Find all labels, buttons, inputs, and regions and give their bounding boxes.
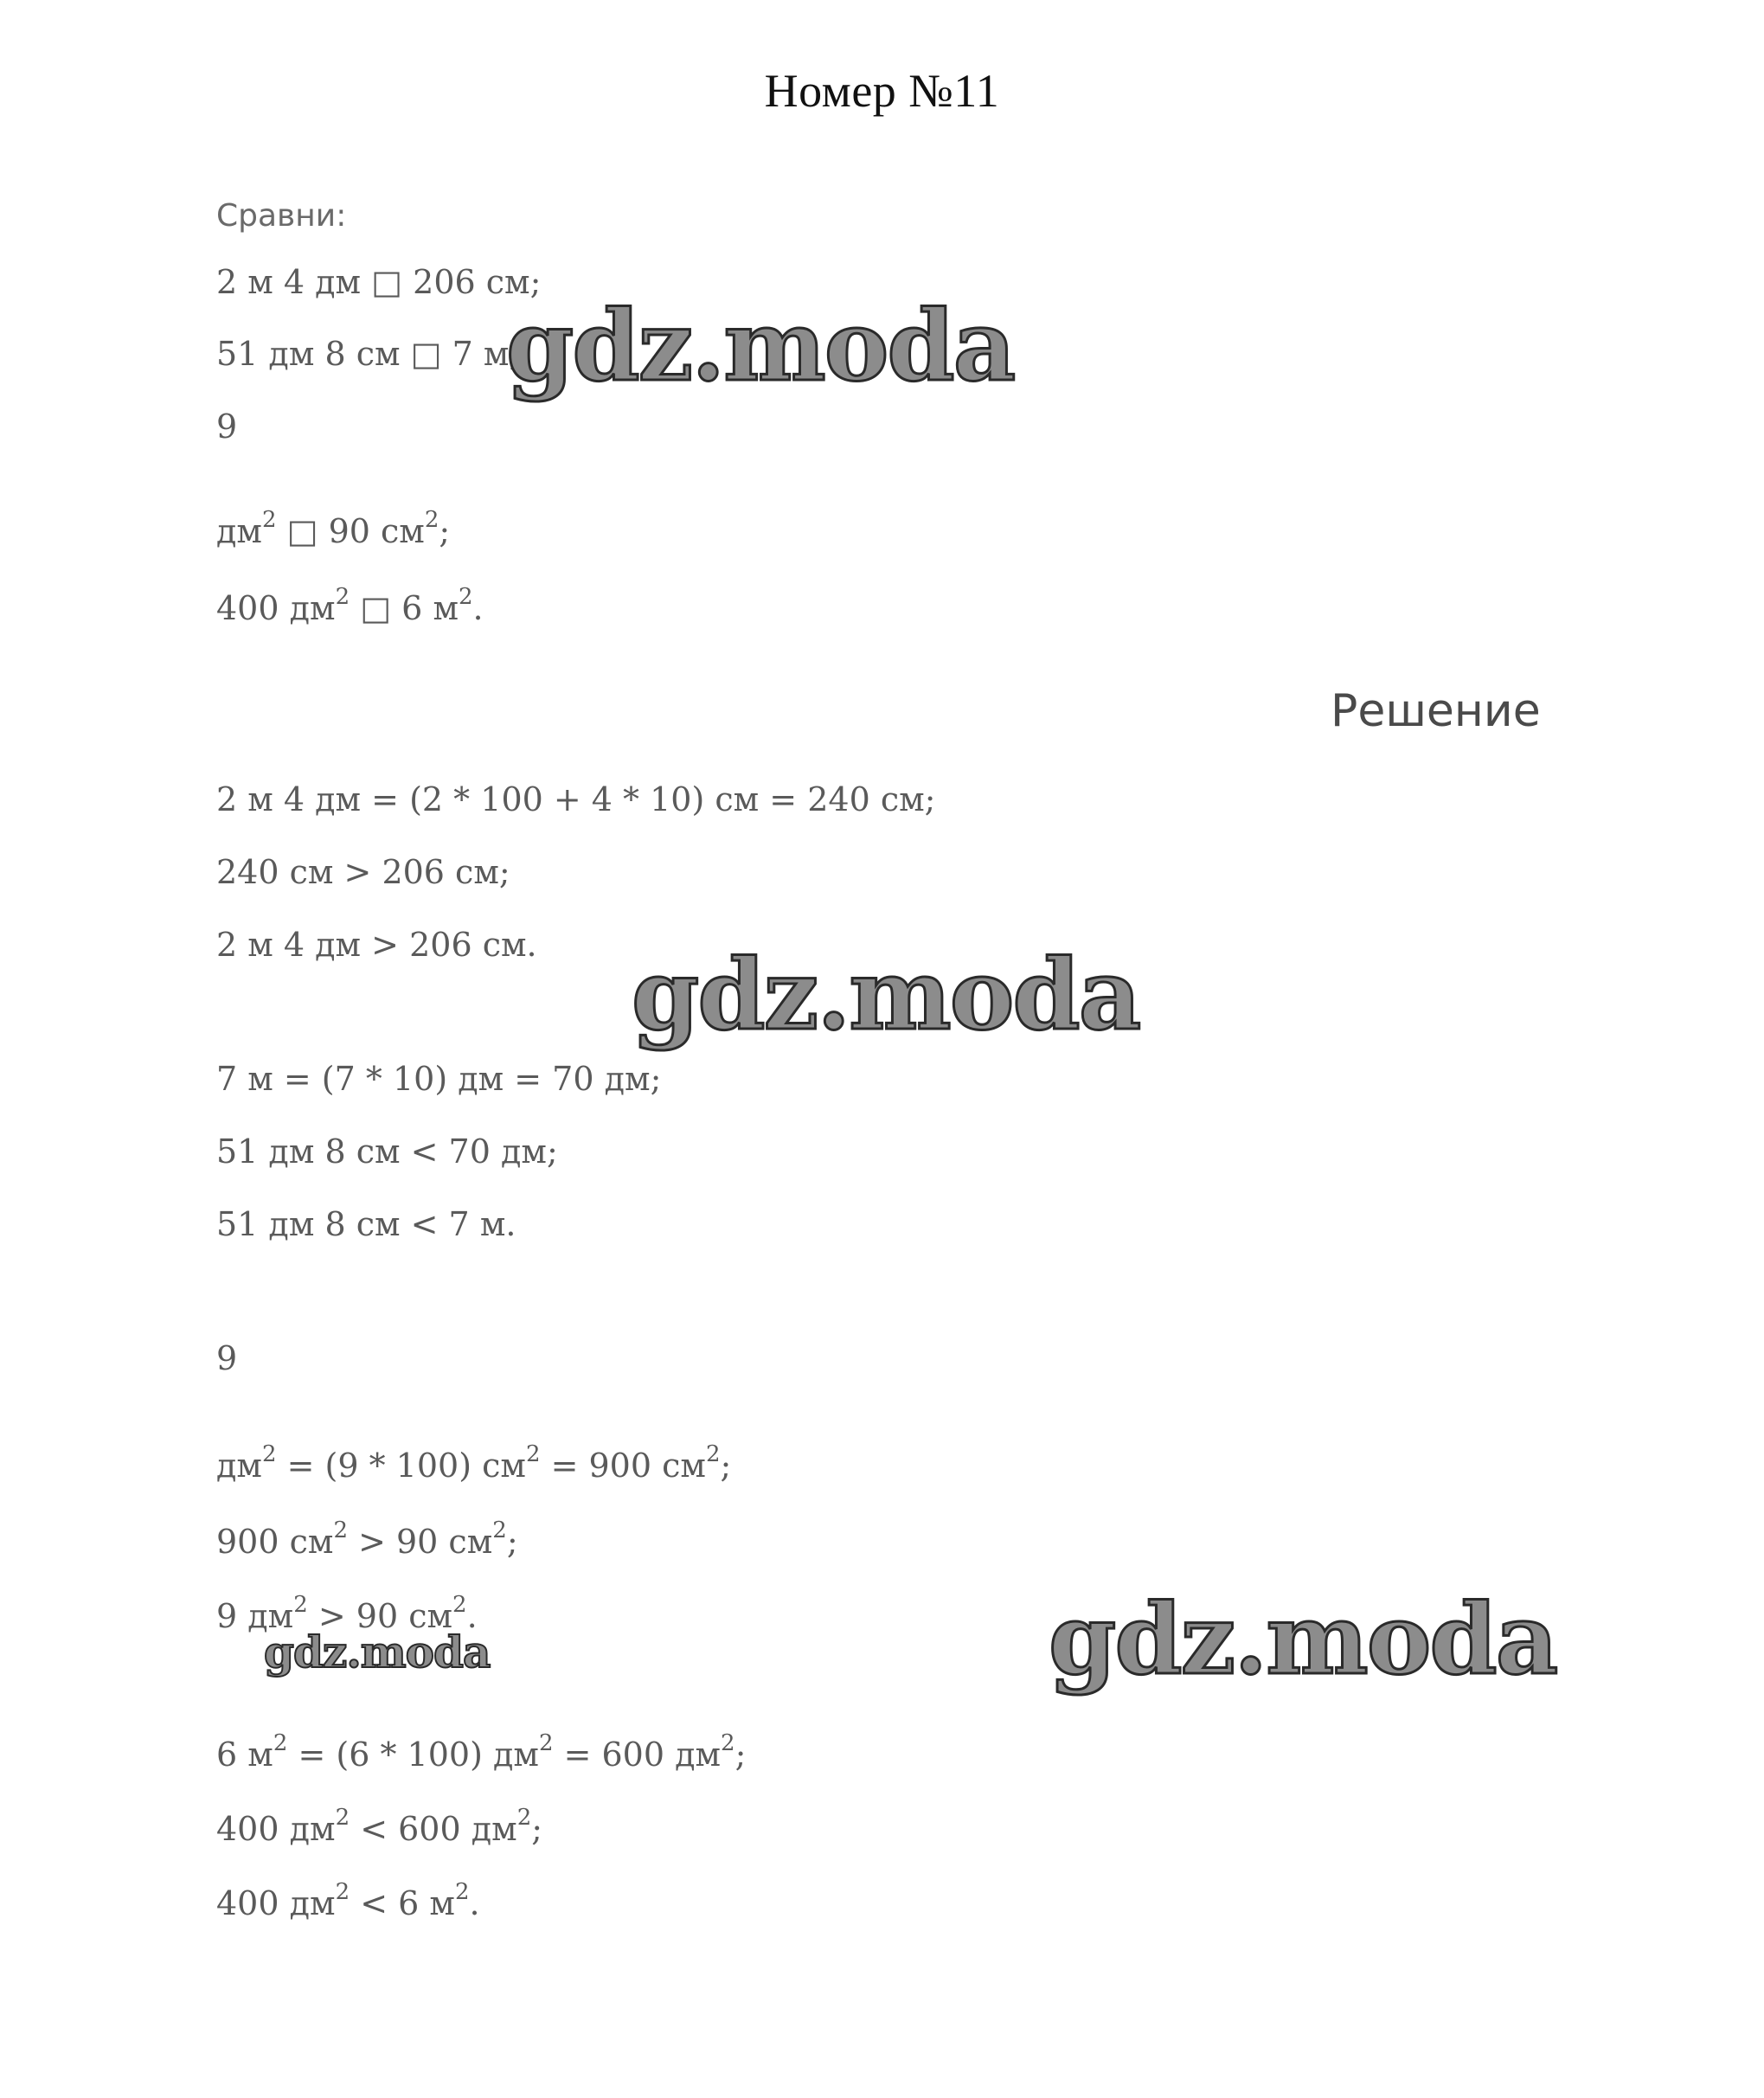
math-text: дм: [216, 1447, 262, 1485]
exponent: 2: [454, 1879, 470, 1905]
solution-heading: Решение: [1331, 685, 1541, 737]
math-text: □ 6 м: [350, 589, 459, 627]
math-text: ;: [734, 1736, 747, 1774]
math-text: 9: [216, 1339, 238, 1377]
watermark: gdz.moda: [632, 939, 1140, 1052]
solution-line: [216, 1060, 662, 1098]
math-text: 2 м 4 дм > 206 см.: [216, 926, 537, 964]
math-text: .: [469, 1884, 480, 1922]
math-text: > 90 см: [307, 1597, 453, 1635]
math-text: 400 дм: [216, 1810, 336, 1848]
exponent: 2: [459, 584, 473, 610]
page-title: Номер №11: [764, 65, 1000, 117]
math-text: < 6 м: [350, 1884, 455, 1922]
math-text: дм: [216, 512, 262, 550]
watermark: gdz.moda: [1049, 1583, 1557, 1697]
exponent: 2: [424, 507, 439, 533]
math-text: 900 см: [216, 1523, 334, 1561]
watermark: gdz.moda: [264, 1626, 491, 1678]
math-text: > 90 см: [348, 1523, 493, 1561]
solution-line: [216, 1879, 480, 1922]
exponent: 2: [335, 1805, 350, 1831]
solution-line: [216, 853, 510, 891]
problem-line: [216, 584, 484, 627]
problem-prompt: Сравни:: [216, 198, 347, 234]
math-text: .: [472, 589, 484, 627]
exponent: 2: [335, 1879, 350, 1905]
math-text: ;: [506, 1523, 518, 1561]
exponent: 2: [492, 1517, 507, 1543]
math-text: □ 90 см: [276, 512, 425, 550]
exponent: 2: [335, 584, 350, 610]
math-text: = 900 см: [540, 1447, 706, 1485]
math-text: < 600 дм: [350, 1810, 517, 1848]
math-text: 9: [216, 407, 238, 446]
solution-line: [216, 1132, 558, 1171]
math-text: 51 дм 8 см < 70 дм;: [216, 1132, 558, 1171]
math-text: ;: [439, 512, 451, 550]
solution-line: [216, 1339, 238, 1377]
solution-line: [216, 1517, 518, 1561]
math-text: ;: [720, 1447, 732, 1485]
math-text: 2 м 4 дм □ 206 см;: [216, 263, 542, 301]
math-text: ;: [531, 1810, 543, 1848]
math-text: 9 дм: [216, 1597, 294, 1635]
exponent: 2: [516, 1805, 532, 1831]
problem-line: [216, 335, 521, 373]
math-text: 51 дм 8 см □ 7 м;: [216, 335, 521, 373]
problem-line: [216, 407, 238, 446]
math-text: = (6 * 100) дм: [287, 1736, 539, 1774]
exponent: 2: [705, 1441, 721, 1467]
exponent: 2: [273, 1730, 288, 1756]
exponent: 2: [452, 1592, 467, 1618]
watermark: gdz.moda: [506, 290, 1015, 403]
math-text: 240 см > 206 см;: [216, 853, 510, 891]
math-text: = (9 * 100) см: [276, 1447, 526, 1485]
solution-line: [216, 926, 537, 964]
exponent: 2: [333, 1517, 348, 1543]
solution-line: [216, 780, 936, 818]
exponent: 2: [525, 1441, 541, 1467]
exponent: 2: [293, 1592, 308, 1618]
solution-line: [216, 1730, 747, 1774]
exponent: 2: [261, 507, 277, 533]
math-text: = 600 дм: [553, 1736, 722, 1774]
math-text: 51 дм 8 см < 7 м.: [216, 1205, 516, 1243]
solution-line: [216, 1805, 543, 1848]
exponent: 2: [538, 1730, 554, 1756]
solution-line: [216, 1441, 732, 1485]
solution-line: [216, 1205, 516, 1243]
problem-line: [216, 507, 451, 550]
math-text: 2 м 4 дм = (2 * 100 + 4 * 10) см = 240 см;: [216, 780, 936, 818]
problem-line: [216, 263, 542, 301]
math-text: 400 дм: [216, 589, 336, 627]
math-text: 6 м: [216, 1736, 273, 1774]
math-text: 7 м = (7 * 10) дм = 70 дм;: [216, 1060, 662, 1098]
math-text: 400 дм: [216, 1884, 336, 1922]
exponent: 2: [261, 1441, 277, 1467]
math-text: .: [466, 1597, 478, 1635]
exponent: 2: [721, 1730, 735, 1756]
